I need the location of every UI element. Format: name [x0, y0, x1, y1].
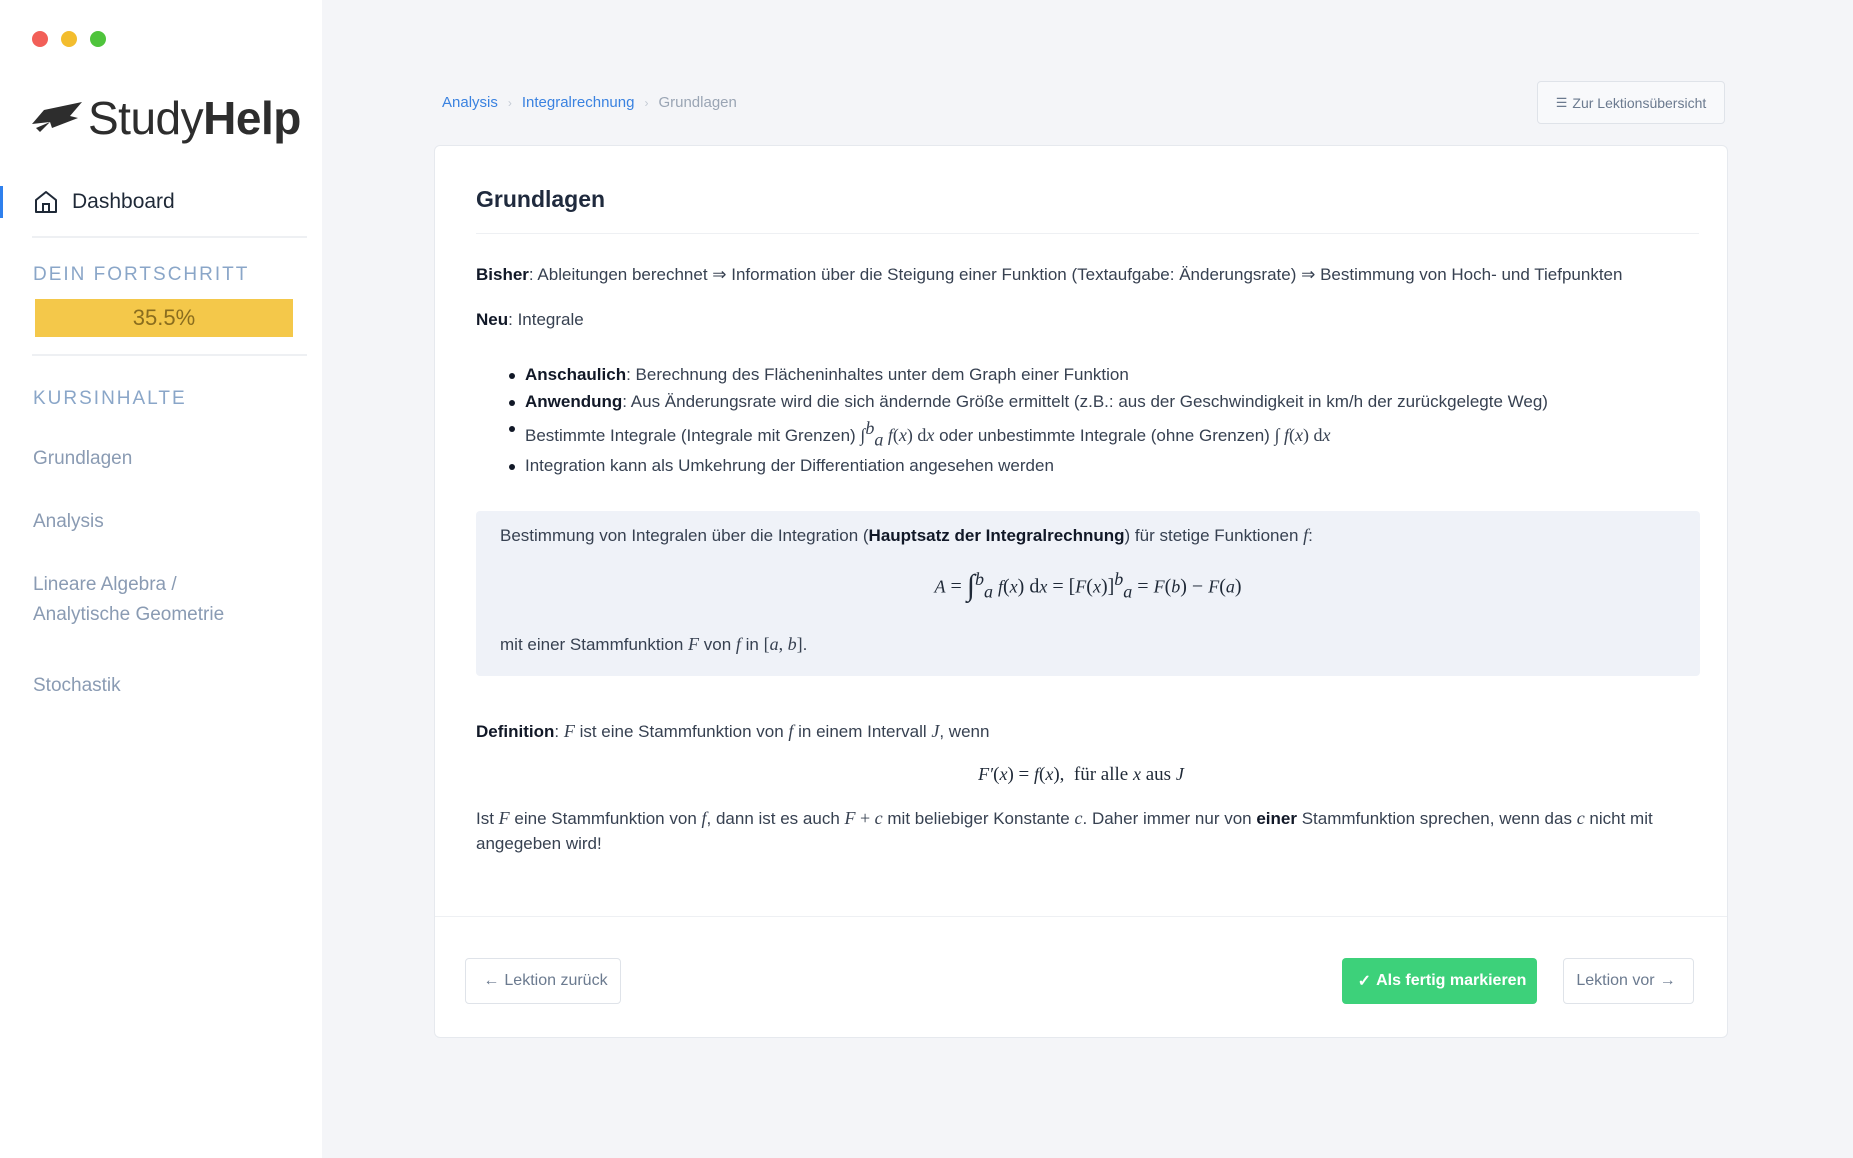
- sidebar-item-lineare-algebra[interactable]: Lineare Algebra /: [33, 574, 177, 595]
- progress-title: DEIN FORTSCHRITT: [33, 264, 250, 285]
- list-item: Bestimmte Integrale (Integrale mit Grenzen) ∫$^b_a$ f(x) dx oder unbestimmte Integrale (ohne Grenzen) ∫ f(x) dx: [509, 415, 1548, 453]
- content-title: KURSINHALTE: [33, 388, 187, 409]
- list-item: Integration kann als Umkehrung der Differentiation angesehen werden: [509, 453, 1548, 480]
- bisher-paragraph: [476, 262, 1622, 287]
- mark-complete-button[interactable]: ✓ Als fertig markieren: [1342, 958, 1537, 1004]
- sidebar-item-analytische-geometrie[interactable]: Analytische Geometrie: [33, 604, 225, 625]
- lesson-card: [434, 145, 1728, 1038]
- lesson-overview-button[interactable]: [1537, 81, 1725, 124]
- sidebar-item-grundlagen[interactable]: Grundlagen: [33, 448, 133, 469]
- theorem-footnote: mit einer Stammfunktion F von f in [a, b].: [500, 634, 808, 654]
- list-item: Anschaulich: Berechnung des Flächeninhaltes unter dem Graph einer Funktion: [509, 362, 1548, 389]
- graduation-cap-icon: [30, 98, 84, 138]
- sidebar: [0, 0, 322, 1158]
- definition-formula: F′(x) = f(x), für alle x aus J: [978, 764, 1184, 785]
- fundamental-theorem-formula: A = ∫$^b_a$ f(x) dx = $[F(x)]^b_a = F(b) - F(a)$: [934, 569, 1242, 603]
- dashboard-label: Dashboard: [72, 190, 175, 213]
- active-indicator: [0, 186, 3, 218]
- studyhelp-logo[interactable]: [30, 88, 301, 148]
- divider: [476, 233, 1699, 234]
- check-circle-icon: ✓: [1357, 973, 1372, 990]
- list-item: Anwendung: Aus Änderungsrate wird die sich ändernde Größe ermittelt (z.B.: aus der Geschwindigkeit in km/h der zurückgelegte Weg): [509, 389, 1548, 416]
- bullet-list: [509, 362, 1548, 480]
- sidebar-item-stochastik[interactable]: Stochastik: [33, 675, 121, 696]
- breadcrumb-integralrechnung[interactable]: Integralrechnung: [521, 94, 635, 111]
- breadcrumb: [442, 94, 737, 111]
- arrow-left-icon: ←: [483, 972, 500, 989]
- neu-paragraph: [476, 307, 584, 332]
- window-close-button[interactable]: [32, 31, 48, 47]
- lesson-title: Grundlagen: [476, 186, 606, 212]
- divider: [435, 916, 1727, 917]
- list-icon: ☰: [1555, 94, 1568, 110]
- bisher-label: Bisher: [476, 265, 529, 284]
- divider: [32, 236, 307, 238]
- chevron-right-icon: ›: [644, 95, 649, 110]
- lesson-overview-label: Zur Lektionsübersicht: [1572, 94, 1707, 111]
- neu-text: : Integrale: [508, 310, 584, 329]
- bisher-text: : Ableitungen berechnet ⇒ Information über die Steigung einer Funktion (Textaufgabe: Änderungsrate) ⇒ Bestimmung von Hoch- und Tiefpunkten: [528, 265, 1623, 284]
- theorem-box: [476, 511, 1700, 676]
- definition-paragraph: Definition: F ist eine Stammfunktion von f in einem Intervall J, wenn: [476, 721, 990, 741]
- arrow-right-icon: →: [1659, 972, 1676, 989]
- next-lesson-button[interactable]: Lektion vor →: [1563, 958, 1694, 1004]
- logo-text: StudyHelp: [88, 92, 301, 144]
- chevron-right-icon: ›: [507, 95, 512, 110]
- breadcrumb-current: Grundlagen: [658, 94, 737, 111]
- sidebar-item-analysis[interactable]: Analysis: [33, 511, 104, 532]
- theorem-intro: Bestimmung von Integralen über die Integration (Hauptsatz der Integralrechnung) für stetige Funktionen f:: [500, 525, 1313, 545]
- previous-lesson-button[interactable]: ← Lektion zurück: [465, 958, 621, 1004]
- window-minimize-button[interactable]: [61, 31, 77, 47]
- window-maximize-button[interactable]: [90, 31, 106, 47]
- breadcrumb-analysis[interactable]: Analysis: [442, 94, 498, 111]
- sidebar-item-dashboard[interactable]: [32, 186, 175, 218]
- neu-label: Neu: [476, 310, 509, 329]
- divider: [32, 354, 307, 356]
- home-icon: [32, 188, 60, 216]
- closing-paragraph: Ist F eine Stammfunktion von f, dann ist es auch F + c mit beliebiger Konstante c. Daher immer nur von einer Stammfunktion sprechen, wenn das c nicht mit angegeben wird!: [476, 808, 1653, 853]
- progress-bar: 35.5%: [35, 299, 293, 337]
